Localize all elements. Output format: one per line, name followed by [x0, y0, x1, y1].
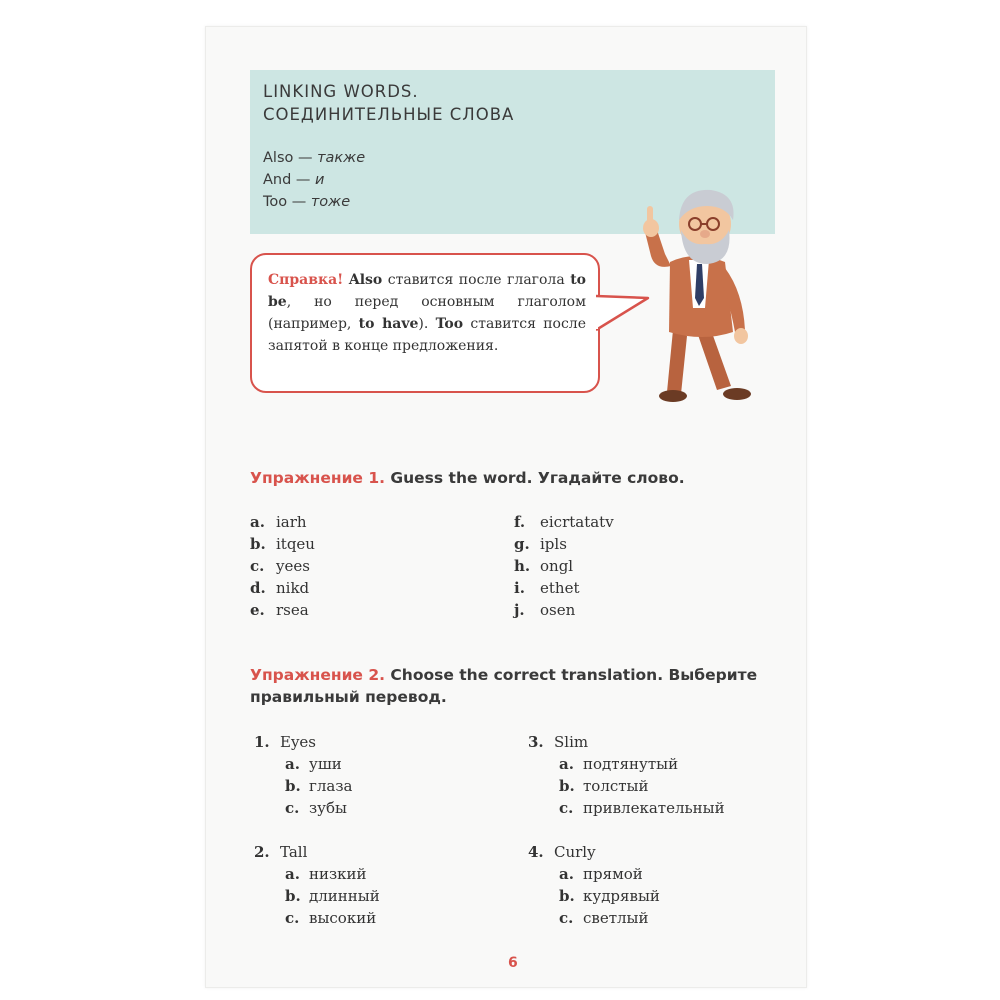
answer-option: [285, 775, 352, 797]
list-item: [514, 511, 614, 533]
scrambled-word: nikd: [276, 579, 310, 597]
answer-option: [559, 863, 660, 885]
vocab-item: [263, 169, 365, 191]
scrambled-word: rsea: [276, 601, 309, 619]
page-number: 6: [508, 955, 518, 971]
answer-options: [528, 753, 725, 819]
answer-options: [528, 863, 660, 929]
question-word-row: [528, 841, 660, 863]
answer-option: [285, 907, 380, 929]
option-letter: a.: [285, 755, 300, 773]
answer-option: [285, 753, 352, 775]
list-item: [250, 555, 315, 577]
scrambled-word: ethet: [540, 579, 580, 597]
option-letter: b.: [559, 887, 575, 905]
option-text: прямой: [583, 865, 643, 883]
option-text: длинный: [309, 887, 380, 905]
question-word: Tall: [280, 843, 308, 861]
option-letter: c.: [559, 909, 574, 927]
linking-words-title: [263, 80, 514, 126]
answer-option: [559, 907, 660, 929]
note-text-part: , но перед основным глаголом (например,: [268, 294, 586, 332]
exercise-2-title: [250, 664, 790, 708]
vocab-en: Too: [263, 194, 288, 210]
option-letter: c.: [285, 799, 300, 817]
option-text: подтянутый: [583, 755, 679, 773]
scrambled-word: yees: [276, 557, 310, 575]
note-keyword: to have: [358, 316, 419, 332]
exercise-1-title: [250, 467, 685, 489]
scrambled-word: osen: [540, 601, 576, 619]
question-word: Curly: [554, 843, 596, 861]
option-text: высокий: [309, 909, 377, 927]
vocab-ru: тоже: [310, 194, 351, 210]
list-item: [250, 599, 315, 621]
note-text-part: ).: [418, 316, 436, 332]
vocab-ru: и: [315, 172, 325, 188]
question-word-row: [528, 731, 725, 753]
item-letter: e.: [250, 601, 265, 619]
answer-option: [559, 753, 725, 775]
note-text-part: ставится после глагола: [382, 272, 571, 288]
vocab-item: [263, 191, 365, 213]
item-letter: c.: [250, 557, 265, 575]
scrambled-word: eicrtatatv: [540, 513, 614, 531]
note-keyword: Also: [348, 272, 383, 288]
vocab-dash: —: [287, 194, 311, 210]
question-number: 3.: [528, 733, 544, 751]
scrambled-word: iarh: [276, 513, 307, 531]
option-text: толстый: [583, 777, 649, 795]
option-letter: a.: [285, 865, 300, 883]
vocab-item: [263, 147, 365, 169]
question-1: [254, 731, 352, 819]
answer-options: [254, 753, 352, 819]
exercise-1-label: Упражнение 1.: [250, 469, 386, 487]
item-letter: d.: [250, 579, 266, 597]
list-item: [250, 533, 315, 555]
linking-words-list: [263, 147, 365, 213]
vocab-dash: —: [291, 172, 316, 188]
option-text: зубы: [309, 799, 347, 817]
item-letter: a.: [250, 513, 265, 531]
item-letter: b.: [250, 535, 266, 553]
question-word: Slim: [554, 733, 589, 751]
vocab-ru: также: [317, 150, 366, 166]
answer-option: [559, 797, 725, 819]
question-3: [528, 731, 725, 819]
professor-illustration: [625, 180, 775, 410]
question-number: 4.: [528, 843, 544, 861]
answer-option: [559, 775, 725, 797]
answer-option: [285, 797, 352, 819]
answer-option: [285, 863, 380, 885]
list-item: [514, 533, 614, 555]
option-text: низкий: [309, 865, 367, 883]
vocab-en: Also: [263, 150, 294, 166]
answer-option: [285, 885, 380, 907]
exercise-2-label: Упражнение 2.: [250, 666, 386, 684]
item-letter: h.: [514, 557, 531, 575]
option-letter: c.: [559, 799, 574, 817]
linking-words-title-en: LINKING WORDS.: [263, 82, 419, 101]
list-item: [514, 555, 614, 577]
list-item: [514, 577, 614, 599]
exercise-1-left-list: [250, 511, 315, 621]
scrambled-word: ipls: [540, 535, 567, 553]
option-letter: b.: [285, 887, 301, 905]
item-letter: i.: [514, 579, 525, 597]
option-letter: a.: [559, 755, 574, 773]
exercise-2-instruction: Choose the correct translation. Выберите: [385, 666, 758, 684]
note-keyword: Too: [435, 316, 464, 332]
vocab-dash: —: [293, 150, 318, 166]
question-2: [254, 841, 380, 929]
list-item: [250, 577, 315, 599]
question-word: Eyes: [280, 733, 316, 751]
exercise-1-instruction: Guess the word. Угадайте слово.: [385, 469, 685, 487]
vocab-en: And: [263, 172, 292, 188]
scrambled-word: itqeu: [276, 535, 315, 553]
question-number: 2.: [254, 843, 270, 861]
note-text: [268, 269, 586, 357]
option-text: кудрявый: [583, 887, 660, 905]
option-letter: c.: [285, 909, 300, 927]
item-letter: g.: [514, 535, 530, 553]
exercise-2-instruction-cont: правильный перевод.: [250, 688, 447, 706]
question-4: [528, 841, 660, 929]
note-keyword: to be: [268, 272, 586, 310]
note-label: Справка!: [268, 272, 344, 288]
option-letter: a.: [559, 865, 574, 883]
option-letter: b.: [285, 777, 301, 795]
exercise-1-right-list: [514, 511, 614, 621]
scrambled-word: ongl: [540, 557, 574, 575]
option-text: глаза: [309, 777, 353, 795]
linking-words-title-ru: СОЕДИНИТЕЛЬНЫЕ СЛОВА: [263, 105, 515, 124]
option-text: светлый: [583, 909, 649, 927]
option-text: уши: [309, 755, 342, 773]
item-letter: j.: [514, 601, 525, 619]
question-word-row: [254, 841, 380, 863]
question-word-row: [254, 731, 352, 753]
option-text: привлекательный: [583, 799, 725, 817]
list-item: [250, 511, 315, 533]
item-letter: f.: [514, 513, 526, 531]
option-letter: b.: [559, 777, 575, 795]
note-text-part: ставится после запятой в конце предложения.: [268, 316, 586, 354]
answer-options: [254, 863, 380, 929]
list-item: [514, 599, 614, 621]
answer-option: [559, 885, 660, 907]
question-number: 1.: [254, 733, 270, 751]
